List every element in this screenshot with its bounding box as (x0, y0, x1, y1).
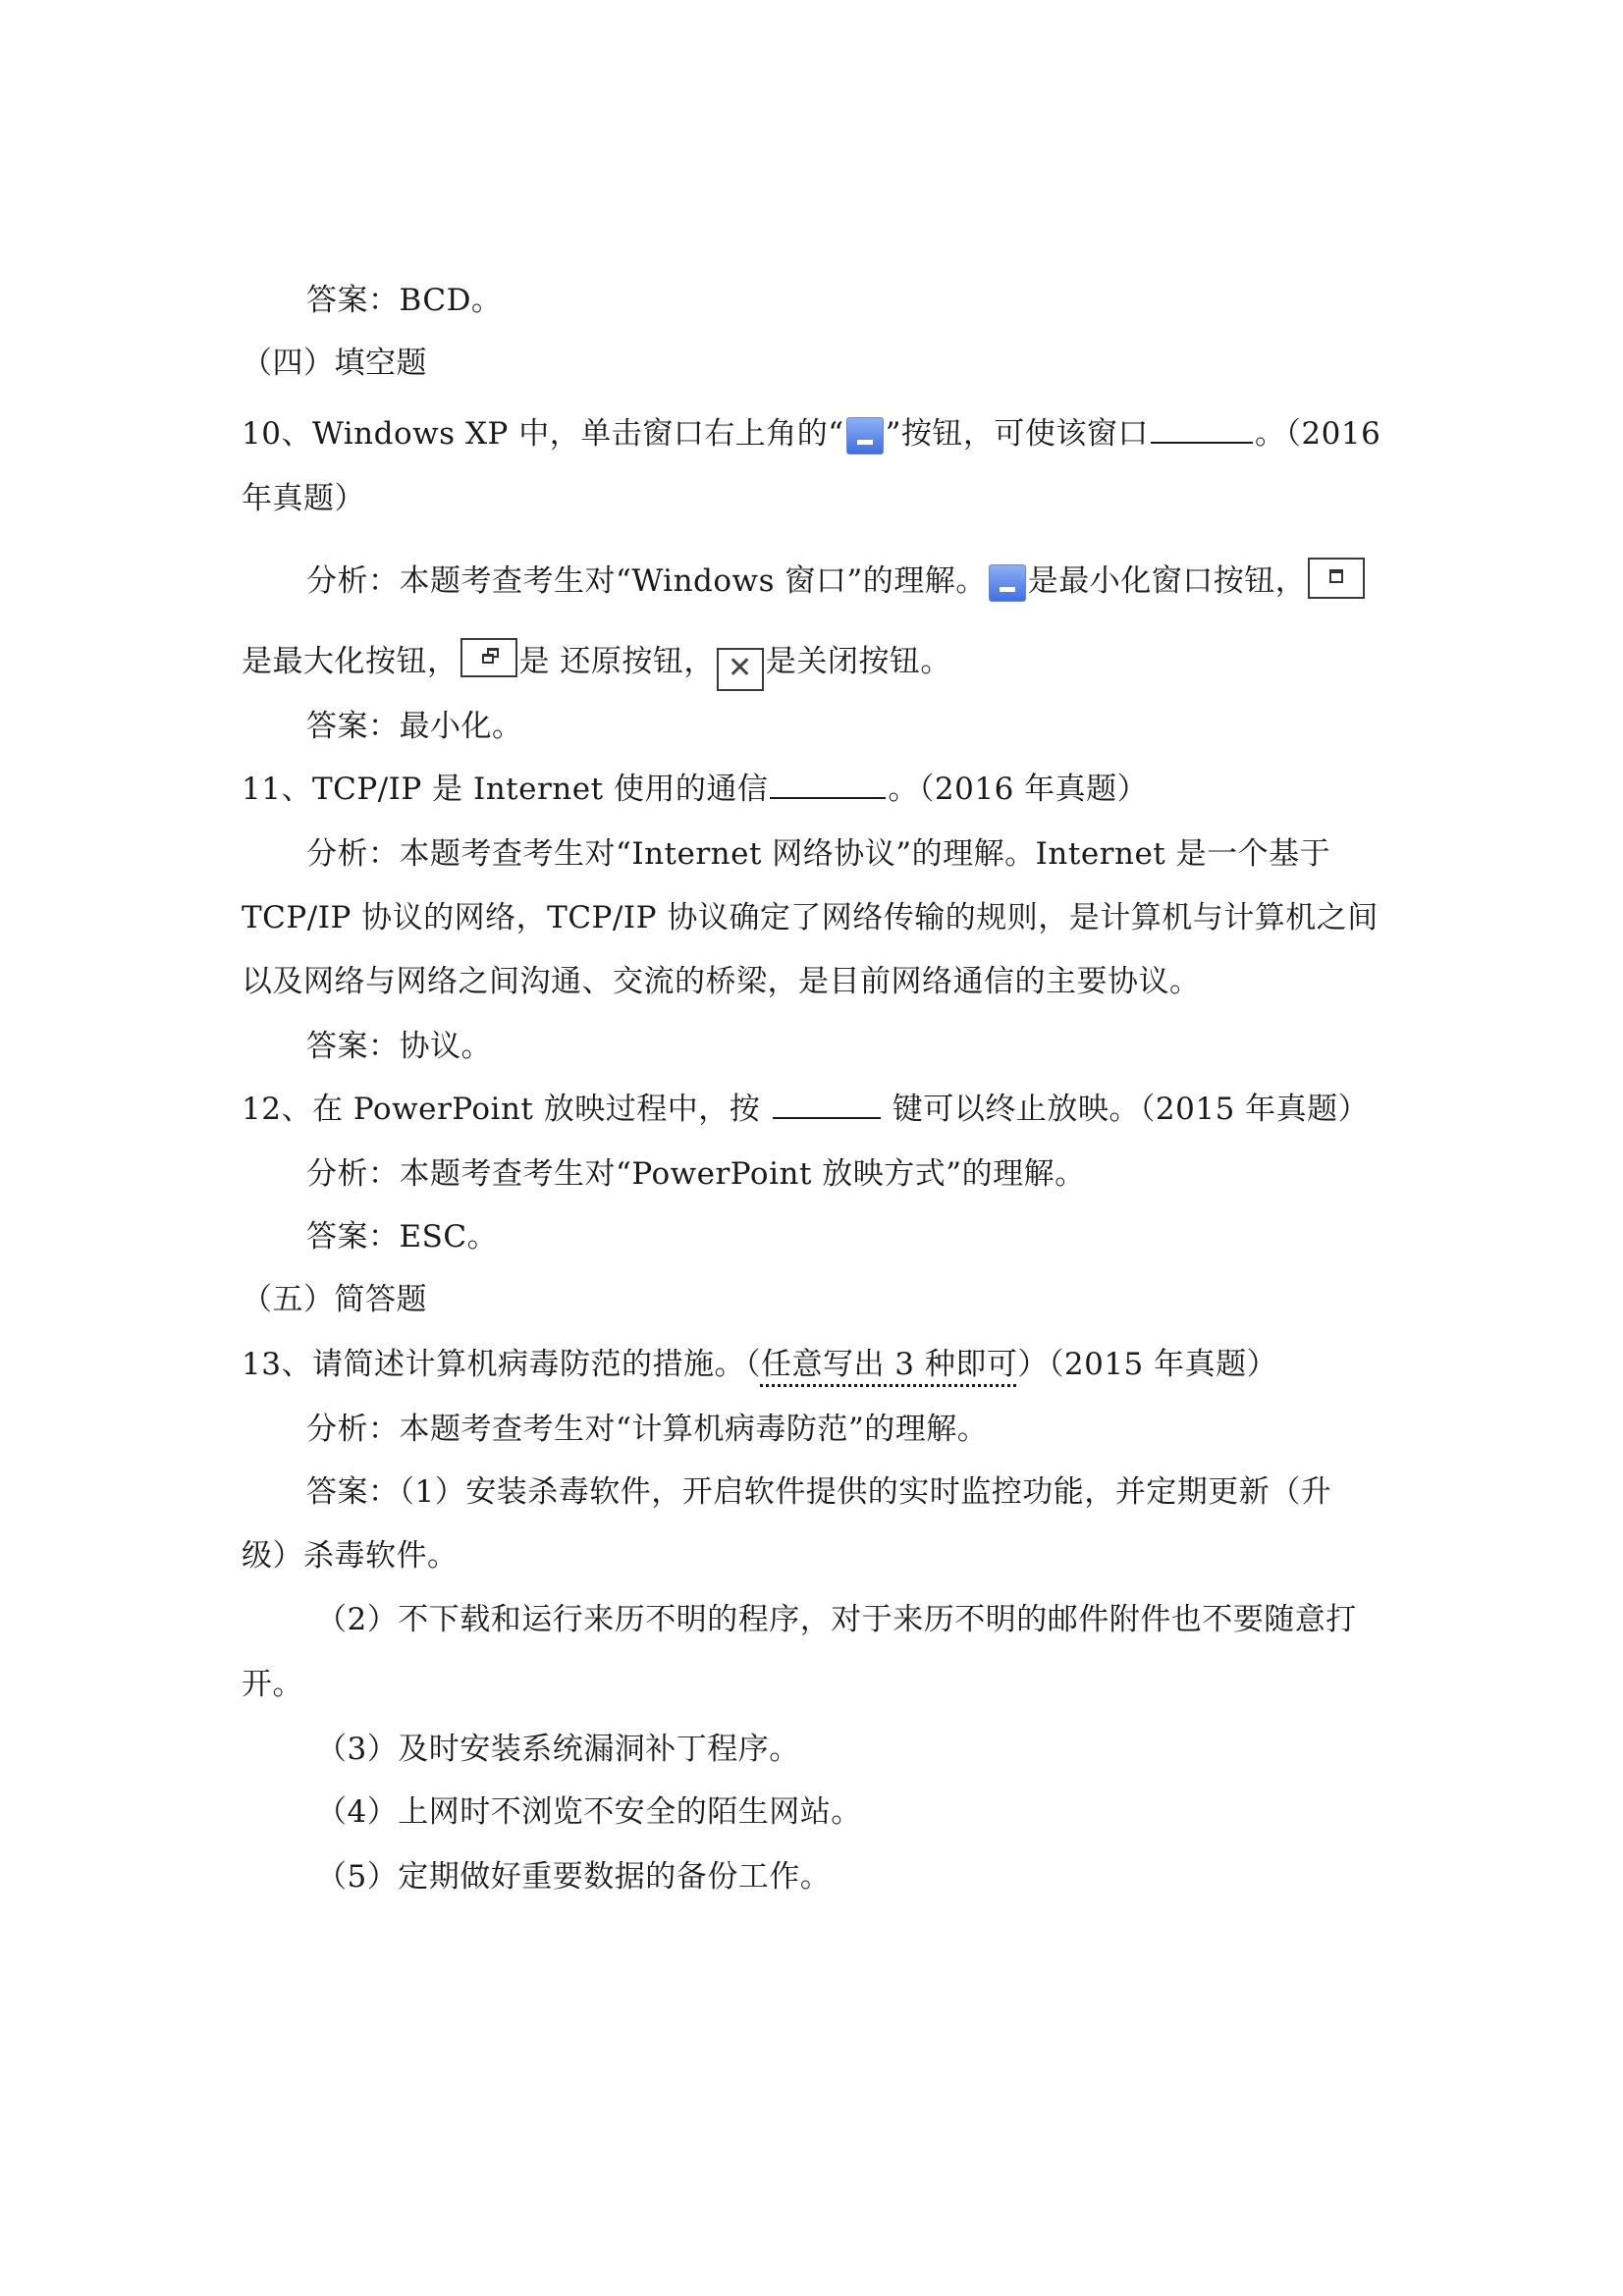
analysis-text-b: 是最小化窗口按钮， (1027, 563, 1307, 599)
question-12-analysis: 分析：本题考查考生对“PowerPoint 放映方式”的理解。 (306, 1156, 1086, 1192)
answer-blank (773, 1090, 881, 1119)
question-10-text-b: ”按钮，可使该窗口 (885, 416, 1149, 452)
section-heading-fill-in: （四）填空题 (242, 346, 427, 381)
emphasis-text: 任意写出 3 种即可 (760, 1347, 1018, 1382)
question-10-analysis (306, 558, 1465, 602)
question-13-text-a: 13、请简述计算机病毒防范的措施。（ (242, 1347, 761, 1382)
question-13-answer-line: （2）不下载和运行来历不明的程序，对于来历不明的邮件附件也不要随意打 (316, 1602, 1357, 1637)
q9-answer: 答案：BCD。 (306, 283, 503, 318)
question-10-cont: 年真题） (242, 481, 365, 516)
question-13-answer-line: 开。 (242, 1667, 303, 1702)
section-heading-short-answer: （五）简答题 (242, 1282, 427, 1317)
question-11-analysis-line: 分析：本题考查考生对“Internet 网络协议”的理解。Internet 是一个基于 (306, 836, 1331, 872)
answer-blank (1151, 414, 1253, 444)
question-10-text-a: 10、Windows XP 中，单击窗口右上角的“ (242, 416, 844, 452)
question-13-answer-line: （3）及时安装系统漏洞补丁程序。 (316, 1732, 800, 1767)
question-13-answer-line: （4）上网时不浏览不安全的陌生网站。 (316, 1794, 862, 1830)
question-11-text-b: 。（2016 年真题） (888, 772, 1149, 807)
question-10-text-c: 。（2016 (1254, 416, 1381, 452)
maximize-icon (1308, 558, 1365, 599)
question-12-text-b: 键可以终止放映。（2015 年真题） (882, 1092, 1370, 1127)
question-10-answer: 答案：最小化。 (306, 709, 523, 744)
question-13-analysis: 分析：本题考查考生对“计算机病毒防范”的理解。 (306, 1412, 989, 1447)
question-11 (242, 770, 1400, 809)
answer-blank (770, 770, 886, 799)
question-11-analysis-line: TCP/IP 协议的网络，TCP/IP 协议确定了网络传输的规则，是计算机与计算机之间 (242, 900, 1379, 935)
analysis-text-c: 是最大化按钮， (242, 644, 459, 679)
restore-icon (460, 638, 517, 677)
question-12-answer: 答案：ESC。 (306, 1219, 499, 1255)
question-12-text-a: 12、在 PowerPoint 放映过程中，按 (242, 1092, 771, 1127)
minimize-icon (989, 564, 1026, 602)
question-10-analysis-cont (242, 638, 1400, 691)
question-12 (242, 1090, 1400, 1129)
analysis-text-e: 是关闭按钮。 (765, 644, 951, 679)
question-11-text-a: 11、TCP/IP 是 Internet 使用的通信 (242, 772, 769, 807)
minimize-icon (846, 417, 884, 454)
question-11-answer: 答案：协议。 (306, 1029, 492, 1064)
analysis-text-a: 分析：本题考查考生对“Windows 窗口”的理解。 (306, 563, 987, 599)
question-13-answer-line: 级）杀毒软件。 (242, 1538, 459, 1574)
question-13 (242, 1345, 1400, 1384)
question-13-text-c: ）（2015 年真题） (1017, 1347, 1278, 1382)
question-13-answer-line: 答案：（1）安装杀毒软件，开启软件提供的实时监控功能，并定期更新（升 (306, 1474, 1332, 1510)
question-13-answer-line: （5）定期做好重要数据的备份工作。 (316, 1859, 832, 1895)
question-10 (242, 414, 1400, 454)
close-icon: ✕ (717, 648, 764, 691)
analysis-text-d: 是 还原按钮， (518, 644, 715, 679)
question-11-analysis-line: 以及网络与网络之间沟通、交流的桥梁，是目前网络通信的主要协议。 (242, 964, 1201, 999)
